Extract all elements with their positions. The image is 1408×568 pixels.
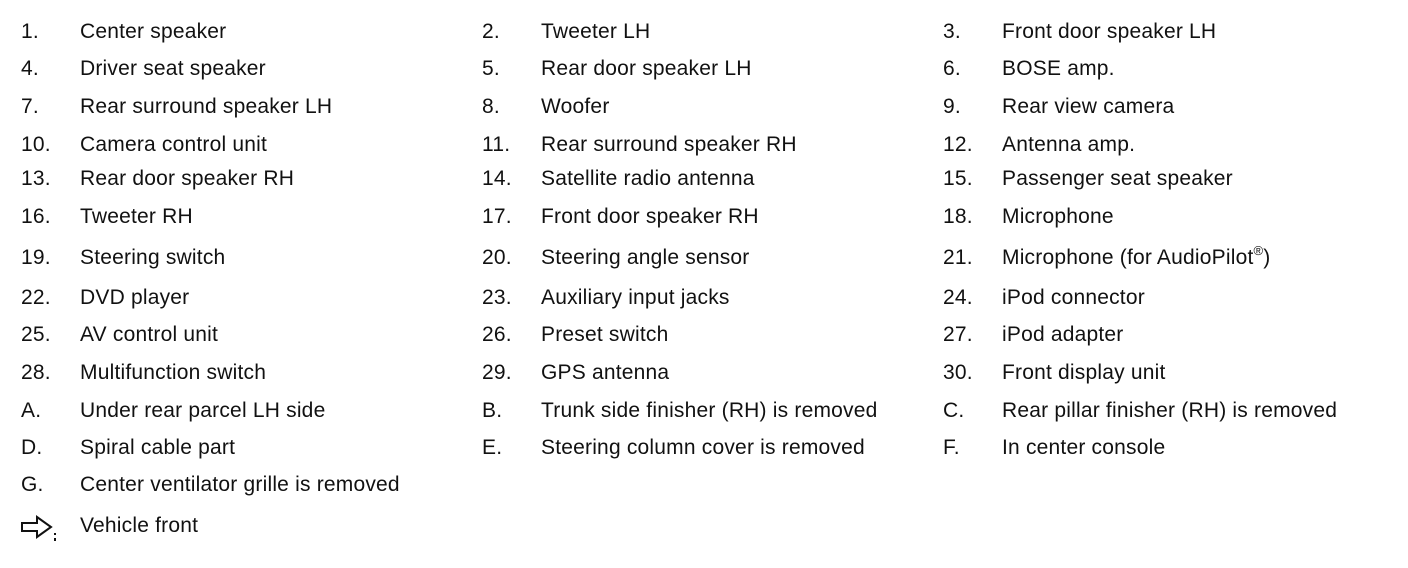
legend-item-number: 27. <box>943 323 973 346</box>
legend-item-label <box>1002 320 1124 350</box>
legend-item-label-text: Rear surround speaker LH <box>80 95 333 118</box>
legend-item-number: 15. <box>943 167 973 190</box>
legend-item-number: 17. <box>482 205 512 228</box>
legend-item-label-text: Antenna amp. <box>1002 133 1136 156</box>
legend-item-label-text: Auxiliary input jacks <box>541 286 730 309</box>
legend-row <box>0 92 1408 122</box>
legend-item-label <box>80 470 400 500</box>
legend-item-label <box>541 92 610 122</box>
legend-item-label <box>541 358 669 388</box>
vehicle-front-label: Vehicle front <box>80 514 199 537</box>
legend-item-label-text: Under rear parcel LH side <box>80 399 326 422</box>
legend-item-label <box>80 283 189 313</box>
legend-row <box>0 320 1408 350</box>
legend-item-label-text: Driver seat speaker <box>80 57 266 80</box>
legend-item-number: G. <box>21 473 44 496</box>
legend-row <box>0 164 1408 194</box>
legend-item-label-text: Steering angle sensor <box>541 246 750 269</box>
legend-item-number: 21. <box>943 246 973 269</box>
legend-item-label-text: Rear door speaker RH <box>80 167 295 190</box>
legend-item-number: 4. <box>21 57 39 80</box>
legend-row <box>0 202 1408 232</box>
legend-item-label <box>1002 433 1165 463</box>
vehicle-front-row <box>0 511 1408 541</box>
legend-item-number: 5. <box>482 57 500 80</box>
legend-item-label <box>1002 54 1115 84</box>
legend-item-number: A. <box>21 399 42 422</box>
legend-row <box>0 130 1408 160</box>
legend-item-label-text: DVD player <box>80 286 190 309</box>
legend-row <box>0 17 1408 47</box>
legend-item-label-text: iPod adapter <box>1002 323 1124 346</box>
legend-item-label-text: Preset switch <box>541 323 669 346</box>
legend-item-label <box>541 202 759 232</box>
legend-item-number: E. <box>482 436 503 459</box>
legend-item-label <box>80 17 226 47</box>
legend-item-label <box>541 54 752 84</box>
legend-item-number: 18. <box>943 205 973 228</box>
legend-item-number: 9. <box>943 95 961 118</box>
legend-item-label-text: Trunk side finisher (RH) is removed <box>541 399 878 422</box>
legend-item-label-text: Front door speaker LH <box>1002 20 1217 43</box>
legend-item-number: 30. <box>943 361 973 384</box>
legend-item-label-text: Rear surround speaker RH <box>541 133 797 156</box>
legend-item-label-text: Microphone <box>1002 205 1114 228</box>
legend-item-label <box>1002 164 1233 194</box>
legend-item-label <box>541 17 650 47</box>
legend-item-number: 28. <box>21 361 51 384</box>
legend-row <box>0 433 1408 463</box>
legend-item-number: 10. <box>21 133 51 156</box>
legend-item-label <box>541 283 730 313</box>
legend-item-number: B. <box>482 399 503 422</box>
legend-item-label-text: Passenger seat speaker <box>1002 167 1233 190</box>
legend-item-label <box>541 396 877 426</box>
legend-row <box>0 54 1408 84</box>
legend-item-number: 23. <box>482 286 512 309</box>
legend-item-label <box>80 92 332 122</box>
legend-item-label <box>541 320 668 350</box>
legend-item-label <box>80 433 235 463</box>
legend-item-label <box>1002 396 1337 426</box>
legend-item-number: 29. <box>482 361 512 384</box>
legend-item-number: 13. <box>21 167 51 190</box>
legend-item-label-text: Rear view camera <box>1002 95 1175 118</box>
legend-item-label-text: Satellite radio antenna <box>541 167 755 190</box>
legend-item-label <box>80 54 266 84</box>
legend-item-label-text: BOSE amp. <box>1002 57 1115 80</box>
legend-item-number: 24. <box>943 286 973 309</box>
legend-item-label <box>541 243 750 273</box>
legend-item-label <box>541 130 797 160</box>
legend-item-label-text: Microphone (for AudioPilot <box>1002 246 1254 269</box>
legend-item-label <box>80 202 193 232</box>
legend-item-label-text: Front door speaker RH <box>541 205 759 228</box>
legend-row <box>0 396 1408 426</box>
legend-item-label-text: Steering switch <box>80 246 226 269</box>
legend-item-label-text: Front display unit <box>1002 361 1166 384</box>
legend-item-number: 16. <box>21 205 51 228</box>
legend-item-label-text: Spiral cable part <box>80 436 236 459</box>
legend-item-number: 12. <box>943 133 973 156</box>
legend-item-label-suffix: ) <box>1263 246 1271 269</box>
legend-item-label <box>1002 202 1114 232</box>
legend-item-label <box>1002 243 1270 273</box>
legend-item-label <box>80 320 218 350</box>
legend-item-label-text: Rear door speaker LH <box>541 57 752 80</box>
legend-item-number: 1. <box>21 20 39 43</box>
legend-item-number: C. <box>943 399 965 422</box>
legend-item-label <box>541 433 865 463</box>
legend-item-number: 8. <box>482 95 500 118</box>
legend-item-label-text: Steering column cover is removed <box>541 436 865 459</box>
legend-item-number: 26. <box>482 323 512 346</box>
legend-item-label <box>80 130 267 160</box>
legend-item-number: 11. <box>482 133 511 156</box>
legend-item-label-text: iPod connector <box>1002 286 1145 309</box>
legend-item-label-text: Camera control unit <box>80 133 268 156</box>
legend-item-label-text: Rear pillar finisher (RH) is removed <box>1002 399 1338 422</box>
legend-row <box>0 243 1408 273</box>
legend-item-number: 20. <box>482 246 512 269</box>
legend-item-label-text: Center speaker <box>80 20 227 43</box>
legend-item-number: 6. <box>943 57 961 80</box>
legend-item-label-text: Multifunction switch <box>80 361 267 384</box>
legend-row <box>0 283 1408 313</box>
legend-item-label <box>541 164 755 194</box>
legend-item-label-text: GPS antenna <box>541 361 670 384</box>
registered-mark: ® <box>1253 243 1264 258</box>
legend-row <box>0 470 1408 500</box>
legend-item-number: 7. <box>21 95 39 118</box>
legend-item-number: F. <box>943 436 960 459</box>
legend-item-number: 22. <box>21 286 51 309</box>
legend-item-label-text: AV control unit <box>80 323 219 346</box>
legend-item-number: 14. <box>482 167 512 190</box>
legend-item-label-text: Woofer <box>541 95 610 118</box>
legend-item-label <box>1002 92 1174 122</box>
legend-item-label-text: Tweeter RH <box>80 205 193 228</box>
legend-item-label <box>1002 358 1166 388</box>
hollow-right-arrow-icon <box>21 515 61 541</box>
legend-item-number: 19. <box>21 246 51 269</box>
legend-item-label <box>1002 283 1145 313</box>
legend-item-number: 25. <box>21 323 51 346</box>
legend-row <box>0 358 1408 388</box>
legend-item-label <box>1002 130 1135 160</box>
legend-item-label-text: In center console <box>1002 436 1166 459</box>
legend-item-label-text: Center ventilator grille is removed <box>80 473 400 496</box>
legend-item-number: D. <box>21 436 43 459</box>
legend-item-label-text: Tweeter LH <box>541 20 651 43</box>
legend-item-label <box>80 358 266 388</box>
legend-item-number: 2. <box>482 20 500 43</box>
legend-item-label <box>80 243 225 273</box>
legend-item-label <box>80 396 325 426</box>
legend-item-label <box>80 164 294 194</box>
legend-item-label <box>1002 17 1216 47</box>
legend-item-number: 3. <box>943 20 961 43</box>
